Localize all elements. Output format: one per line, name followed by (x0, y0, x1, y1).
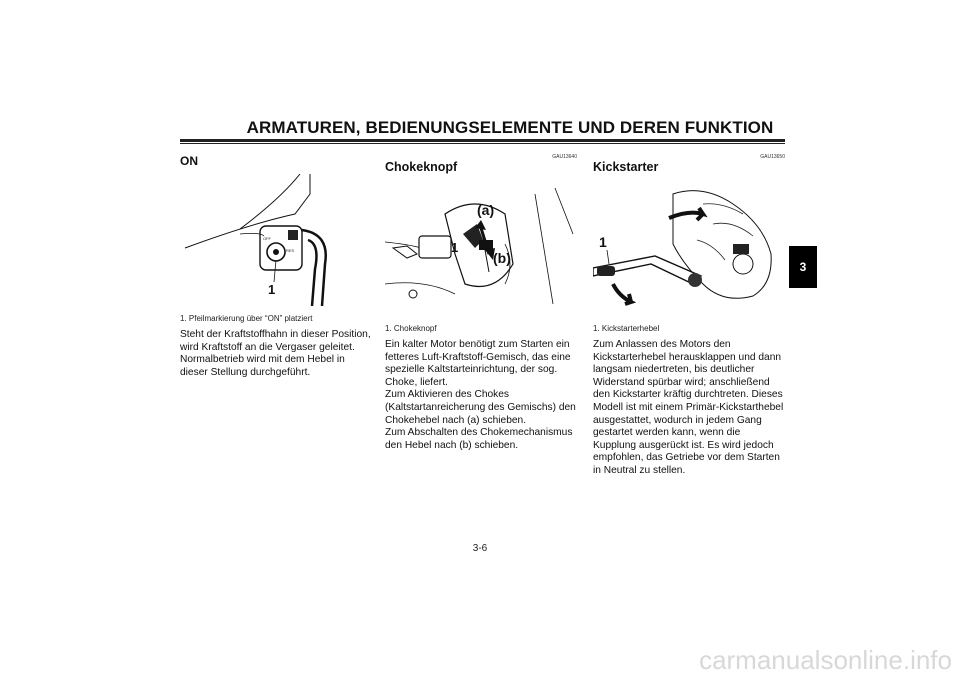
watermark: carmanualsonline.info (699, 645, 952, 675)
svg-text:OFF: OFF (263, 236, 271, 241)
section-heading: ON (180, 154, 198, 168)
body-text: Zum Anlassen des Motors den Kickstarterhebel herausklappen und dann langsam niedertreten, bis deutlicher Widerstand spürbar wird; anschließend den Kickstarter kräftig durchtreten. Dieses Modell ist mit einem Primär-Kickstarthebel ausgestattet, wodurch in jedem Gang gestartet werden kann, wenn die Kupplung ausgerückt ist. Es wird jedoch empfohlen, das Getriebe vor dem Starten in Neutral zu stellen. (593, 339, 784, 476)
title-rule-thin (180, 143, 785, 144)
svg-text:RES: RES (286, 248, 295, 253)
figure-caption: 1. Pfeilmarkierung über “ON” platziert (180, 314, 313, 323)
section-fuel-on (180, 150, 372, 379)
section-heading: Kickstarter (593, 160, 659, 174)
figure-callout-1: 1 (268, 282, 276, 297)
section-heading: Chokeknopf (385, 160, 458, 174)
figure-caption: 1. Chokeknopf (385, 324, 437, 333)
figure-callout-a: (a) (477, 202, 495, 218)
figure-callout-b: (b) (493, 250, 511, 266)
section-choke (385, 150, 577, 452)
reference-code: GAU13640 (552, 154, 577, 160)
chapter-tab[interactable]: 3 (789, 246, 817, 288)
body-text: Steht der Kraftstoffhahn in dieser Position, wird Kraftstoff an die Vergaser geleitet. Normalbetrieb wird mit dem Hebel in dieser Stellung durchgeführt. (180, 329, 371, 378)
page-number: 3-6 (472, 543, 488, 554)
body-text: Ein kalter Motor benötigt zum Starten ein fetteres Luft-Kraftstoff-Gemisch, das eine spezielle Kaltstarteinrichtung, der sog. Choke, liefert. Zum Aktivieren des Chokes (Kaltstartanreicherung des Gemischs) den Chokehebel nach (a) schieben. Zum Abschalten des Chokemechanismus den Hebel nach (b) schieben. (385, 339, 576, 451)
reference-code: GAU13650 (760, 154, 785, 160)
fuel-cock-figure (180, 174, 370, 306)
figure-callout-1: 1 (451, 240, 459, 255)
figure-caption: 1. Kickstarterhebel (593, 324, 660, 333)
title-rule (180, 139, 785, 142)
choke-figure (385, 184, 575, 316)
page-title: ARMATUREN, BEDIENUNGSELEMENTE UND DEREN FUNKTION (246, 118, 774, 137)
kickstarter-figure (593, 184, 783, 316)
kickstarter-illustration (593, 184, 783, 316)
figure-callout-1: 1 (599, 234, 607, 250)
section-kickstarter (593, 150, 785, 478)
